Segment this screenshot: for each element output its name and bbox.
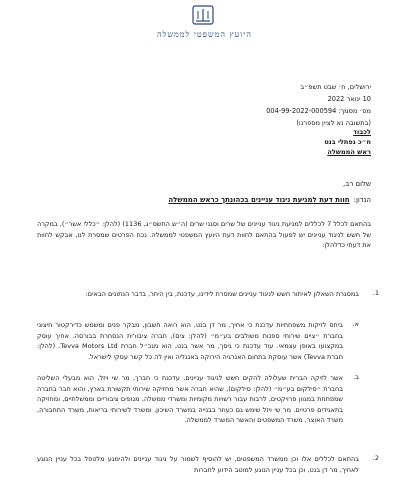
item-b-label: ב. <box>353 373 359 381</box>
date-hebrew: ירושלים, ח׳ שבט תשפ״ב <box>300 83 371 91</box>
office-title: היועץ המשפטי לממשלה <box>157 30 252 39</box>
subject-prefix: הנדון: <box>353 196 371 204</box>
section-1-text: במסגרת השאלון לאיתור חשש לניגוד עניינים שמסרת לידינו, עדכנת, בין היתר, בדבר הנתונים הבאים: <box>85 290 359 298</box>
section-2-text: בהתאם לכללים אלו וכן ממשרד המשפטים, יש להוסיף לשמור על ניגוד עניינים ולהימנע מלטפל בכל עניין הנוגע לאחיך, מר דן בנט, וכן בכל עניין הנוגע למוטב הידוע לחברות <box>37 455 359 474</box>
section-2-number: 2. <box>372 454 379 462</box>
item-a-label: א. <box>352 320 359 328</box>
addressee-block <box>324 127 371 157</box>
date-gregorian: 10 ינואר 2022 <box>327 95 371 103</box>
item-a-text: ביחס לזיקות משפחתיות עדכנת כי אחיך, מר דן בנט, הוא רואה חשבון, מבקר פנים ומשמש כדירקטור חיצוני בחברת ״ציים שירותי ספנות משולבים בע״מ״ (להלן: צים), חברה ציבורית הנסחרת בבורסה. אחיך עוסק במקצועו באופן עצמאי. עוד עדכנת כי גיסך, מר אשר בנט, הוא מנכ״ל חברת Tevva Motors Ltd. (להלן: חברת Tevva) אשר עוסקת בתחום האנרגיה הירוקה באנגליה ואין לה כל קשר עסקי לישראל. <box>37 321 343 361</box>
addressee-name: ח״כ נפתלי בנט <box>324 138 371 146</box>
subject-text: חוות דעת למניעת ניגוד עניינים בכהונתך כראש הממשלה <box>168 196 350 204</box>
greeting: שלום רב, <box>343 180 371 188</box>
state-emblem-icon <box>188 4 218 26</box>
intro-paragraph: בהתאם לכלל 7 לכללים למניעת ניגוד עניינים של שרים וסגני שרים (ה״ש התשס״ג, 1136) (להלן: ״כללי אשר״), במקרה של חשש לניגוד עניינים יש לפעול בהתאם לחוות דעת היועץ המשפטי לממשלה. נכח הפרטים שמסרת לנו, אבקש לחוות את דעתי כדלהלן: <box>37 220 372 249</box>
letter-meta <box>266 81 371 129</box>
section-1-number: 1. <box>372 289 379 297</box>
addressee-to: לכבוד <box>353 128 371 136</box>
subject-line <box>41 196 371 204</box>
reply-note: (בתשובה נא לציין מספרנו) <box>296 119 371 127</box>
item-b-text: אשר לזיקה הברית שעלולה להקים חשש לניגוד עניינים, עדכנת כי חברך, מר שי ויזל, הוא מבעלי השליטה בחברת ״סילקום בע״מ״ (להלן: סילקום), שהיא חברה אשר מחזיקה שירותי תקשורת בארץ, והוא חבר בחברה שמפתחת במגוון פרויקטים, לרבות עבור רשויות מקומיות ומשרדי ממשלה, מגופים ציבוריים וממשלתיים, ומחזיקה בתאגידים פרטיים. מר שי ויזל שימש גם כעוזר בבנייה במשרד השיכון, ומשרד לשירותי בריאות, משרד התחבורה, משרד האוצר, משרד המשפטים והאשר המשרד לממשלה. <box>37 374 343 424</box>
addressee-title: ראש הממשלה <box>327 148 371 156</box>
document-number: מס׳ מסמך: 004-99-2022-000594 <box>266 107 371 115</box>
